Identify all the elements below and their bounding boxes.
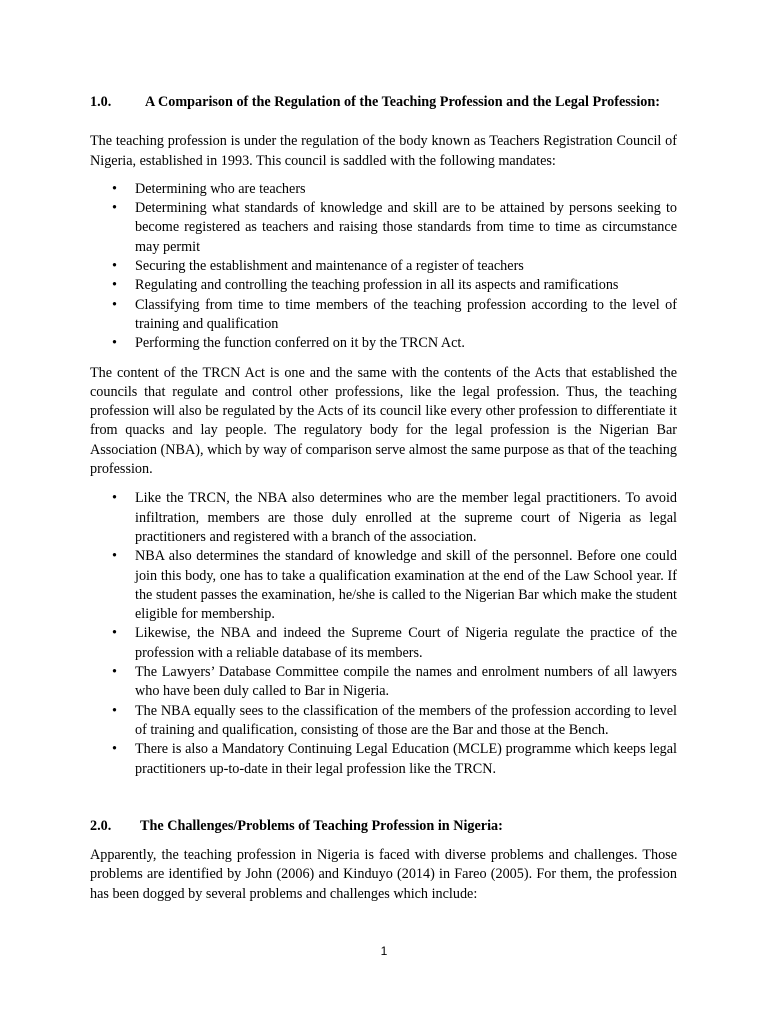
list-item: • Securing the establishment and maintenance of a register of teachers [90,257,677,276]
bullet-icon: • [112,741,117,758]
bullet-icon: • [112,548,117,565]
section-number: 1.0. [90,94,112,110]
bullet-icon: • [112,180,117,197]
list-item: • Like the TRCN, the NBA also determines who are the member legal practitioners. To avoid infiltration, members are those duly enrolled at the supreme court of Nigeria as legal practitioners and registered with a branch of the association. [112,490,677,545]
list-item: • Likewise, the NBA and indeed the Supreme Court of Nigeria regulate the practice of the profession with a reliable database of its members. [112,625,677,661]
bullet-icon: • [112,296,117,313]
list-item: • There is also a Mandatory Continuing Legal Education (MCLE) programme which keeps legal practitioners up-to-date in their legal profession like the TRCN. [112,741,677,777]
list-item: • The NBA equally sees to the classification of the members of the profession according to level of training and qualification, consisting of those are the Bar and those at the Bench. [112,702,677,738]
document-page [90,93,677,904]
challenges-paragraph: Apparently, the teaching profession in Nigeria is faced with diverse problems and challenges. Those problems are identified by John (2006) and Kinduyo (2014) in Fareo (2005). For them, the profession has been dogged by several problems and challenges which include: [90,847,677,902]
comparison-paragraph: The content of the TRCN Act is one and the same with the contents of the Acts that established the councils that regulate and control other professions, like the legal profession. Thus, the teaching profession will also be regulated by the Acts of its council like every other profession to differentiate it from quacks and lay people. The regulatory body for the legal profession is the Nigerian Bar Association (NBA), which by way of comparison serve almost the same purpose as that of the teaching profession. [90,364,677,478]
intro-paragraph: The teaching profession is under the regulation of the body known as Teachers Registration Council of Nigeria, established in 1993. This council is saddled with the following mandates: [90,133,677,169]
list-item: • Performing the function conferred on it by the TRCN Act. [90,334,677,353]
section-title: A Comparison of the Regulation of the Teaching Profession and the Legal Profession: [145,94,660,110]
bullet-icon: • [112,702,117,719]
bullet-icon: • [112,490,117,507]
section-heading [90,817,677,836]
list-item: • Classifying from time to time members of the teaching profession according to the level of training and qualification [112,296,677,332]
bullet-icon: • [112,625,117,642]
bullet-icon: • [112,335,117,352]
nba-points-list [90,489,677,778]
bullet-icon: • [112,258,117,275]
bullet-icon: • [112,277,117,294]
page-number: 1 [380,944,388,958]
list-item: • The Lawyers’ Database Committee compile the names and enrolment numbers of all lawyers who have been duly called to Bar in Nigeria. [112,664,677,700]
list-item: • Determining what standards of knowledge and skill are to be attained by persons seeking to become registered as teachers and raising those standards from time to time as circumstance may permit [112,200,677,255]
bullet-icon: • [112,200,117,217]
section-title: The Challenges/Problems of Teaching Profession in Nigeria: [140,817,503,834]
list-item: • Regulating and controlling the teaching profession in all its aspects and ramifications [90,276,677,295]
list-item: • NBA also determines the standard of knowledge and skill of the personnel. Before one could join this body, one has to take a qualification examination at the end of the Law School year. If the student passes the examination, he/she is called to the Nigerian Bar which make the student eligible for membership. [112,548,677,623]
section-heading [90,93,677,112]
list-item: • Determining who are teachers [90,180,677,199]
section-number: 2.0. [90,817,112,834]
bullet-icon: • [112,664,117,681]
mandates-list [90,180,677,354]
